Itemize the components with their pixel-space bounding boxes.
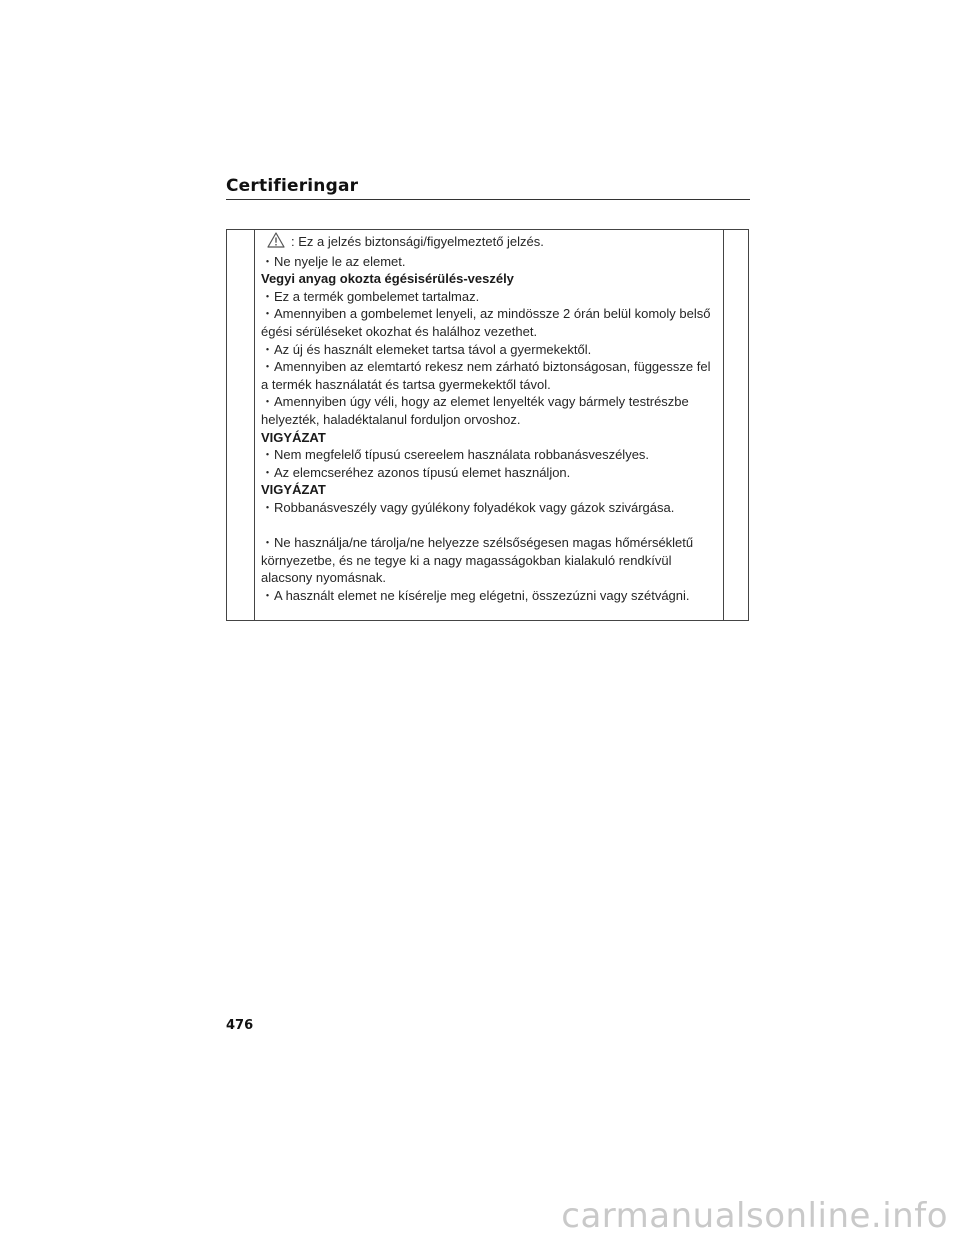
text-line: ・Amennyiben a gombelemet lenyeli, az mindössze 2 órán belül komoly belső xyxy=(261,306,711,322)
section-heading: Vegyi anyag okozta égésisérülés-veszély xyxy=(261,271,514,287)
text-line: ・Ne használja/ne tárolja/ne helyezze szélsőségesen magas hőmérsékletű xyxy=(261,535,694,551)
title-divider xyxy=(226,199,750,200)
warning-text-area xyxy=(261,230,721,604)
section-heading: VIGYÁZAT xyxy=(261,482,326,498)
text-line: ・Amennyiben úgy véli, hogy az elemet lenyelték vagy bármely testrészbe xyxy=(261,394,689,410)
page-number: 476 xyxy=(226,1018,254,1033)
text-line: égési sérüléseket okozhat és halálhoz vezethet. xyxy=(261,323,538,339)
text-line: alacsony nyomásnak. xyxy=(261,570,387,586)
section-title: Certifieringar xyxy=(226,176,359,196)
text-line: helyezték, haladéktalanul forduljon orvoshoz. xyxy=(261,411,521,427)
text-line: ・Amennyiben az elemtartó rekesz nem zárható biztonságosan, függessze fel xyxy=(261,359,711,375)
text-line: ・Az új és használt elemeket tartsa távol a gyermekektől. xyxy=(261,341,592,357)
warning-legend-text: : Ez a jelzés biztonsági/figyelmeztető jelzés. xyxy=(291,234,544,249)
warning-triangle-icon xyxy=(267,232,285,253)
blank-line xyxy=(261,517,721,535)
text-line: ・Robbanásveszély vagy gyúlékony folyadékok vagy gázok szivárgása. xyxy=(261,499,675,515)
text-line: ・Az elemcseréhez azonos típusú elemet használjon. xyxy=(261,464,571,480)
warning-lines xyxy=(261,253,721,605)
text-line: ・Nem megfelelő típusú csereelem használata robbanásveszélyes. xyxy=(261,447,650,463)
text-line: ・Ne nyelje le az elemet. xyxy=(261,253,406,269)
section-heading: VIGYÁZAT xyxy=(261,429,326,445)
text-line: a termék használatát és tartsa gyermekektől távol. xyxy=(261,376,551,392)
certification-box xyxy=(226,229,749,621)
left-column-divider xyxy=(254,230,255,620)
text-line: környezetbe, és ne tegye ki a nagy magasságokban kialakuló rendkívül xyxy=(261,552,672,568)
text-line: ・Ez a termék gombelemet tartalmaz. xyxy=(261,288,480,304)
warning-legend xyxy=(261,232,721,253)
watermark: carmanualsonline.info xyxy=(561,1196,948,1236)
right-column-divider xyxy=(723,230,724,620)
text-line: ・A használt elemet ne kísérelje meg elégetni, összezúzni vagy szétvágni. xyxy=(261,587,690,603)
